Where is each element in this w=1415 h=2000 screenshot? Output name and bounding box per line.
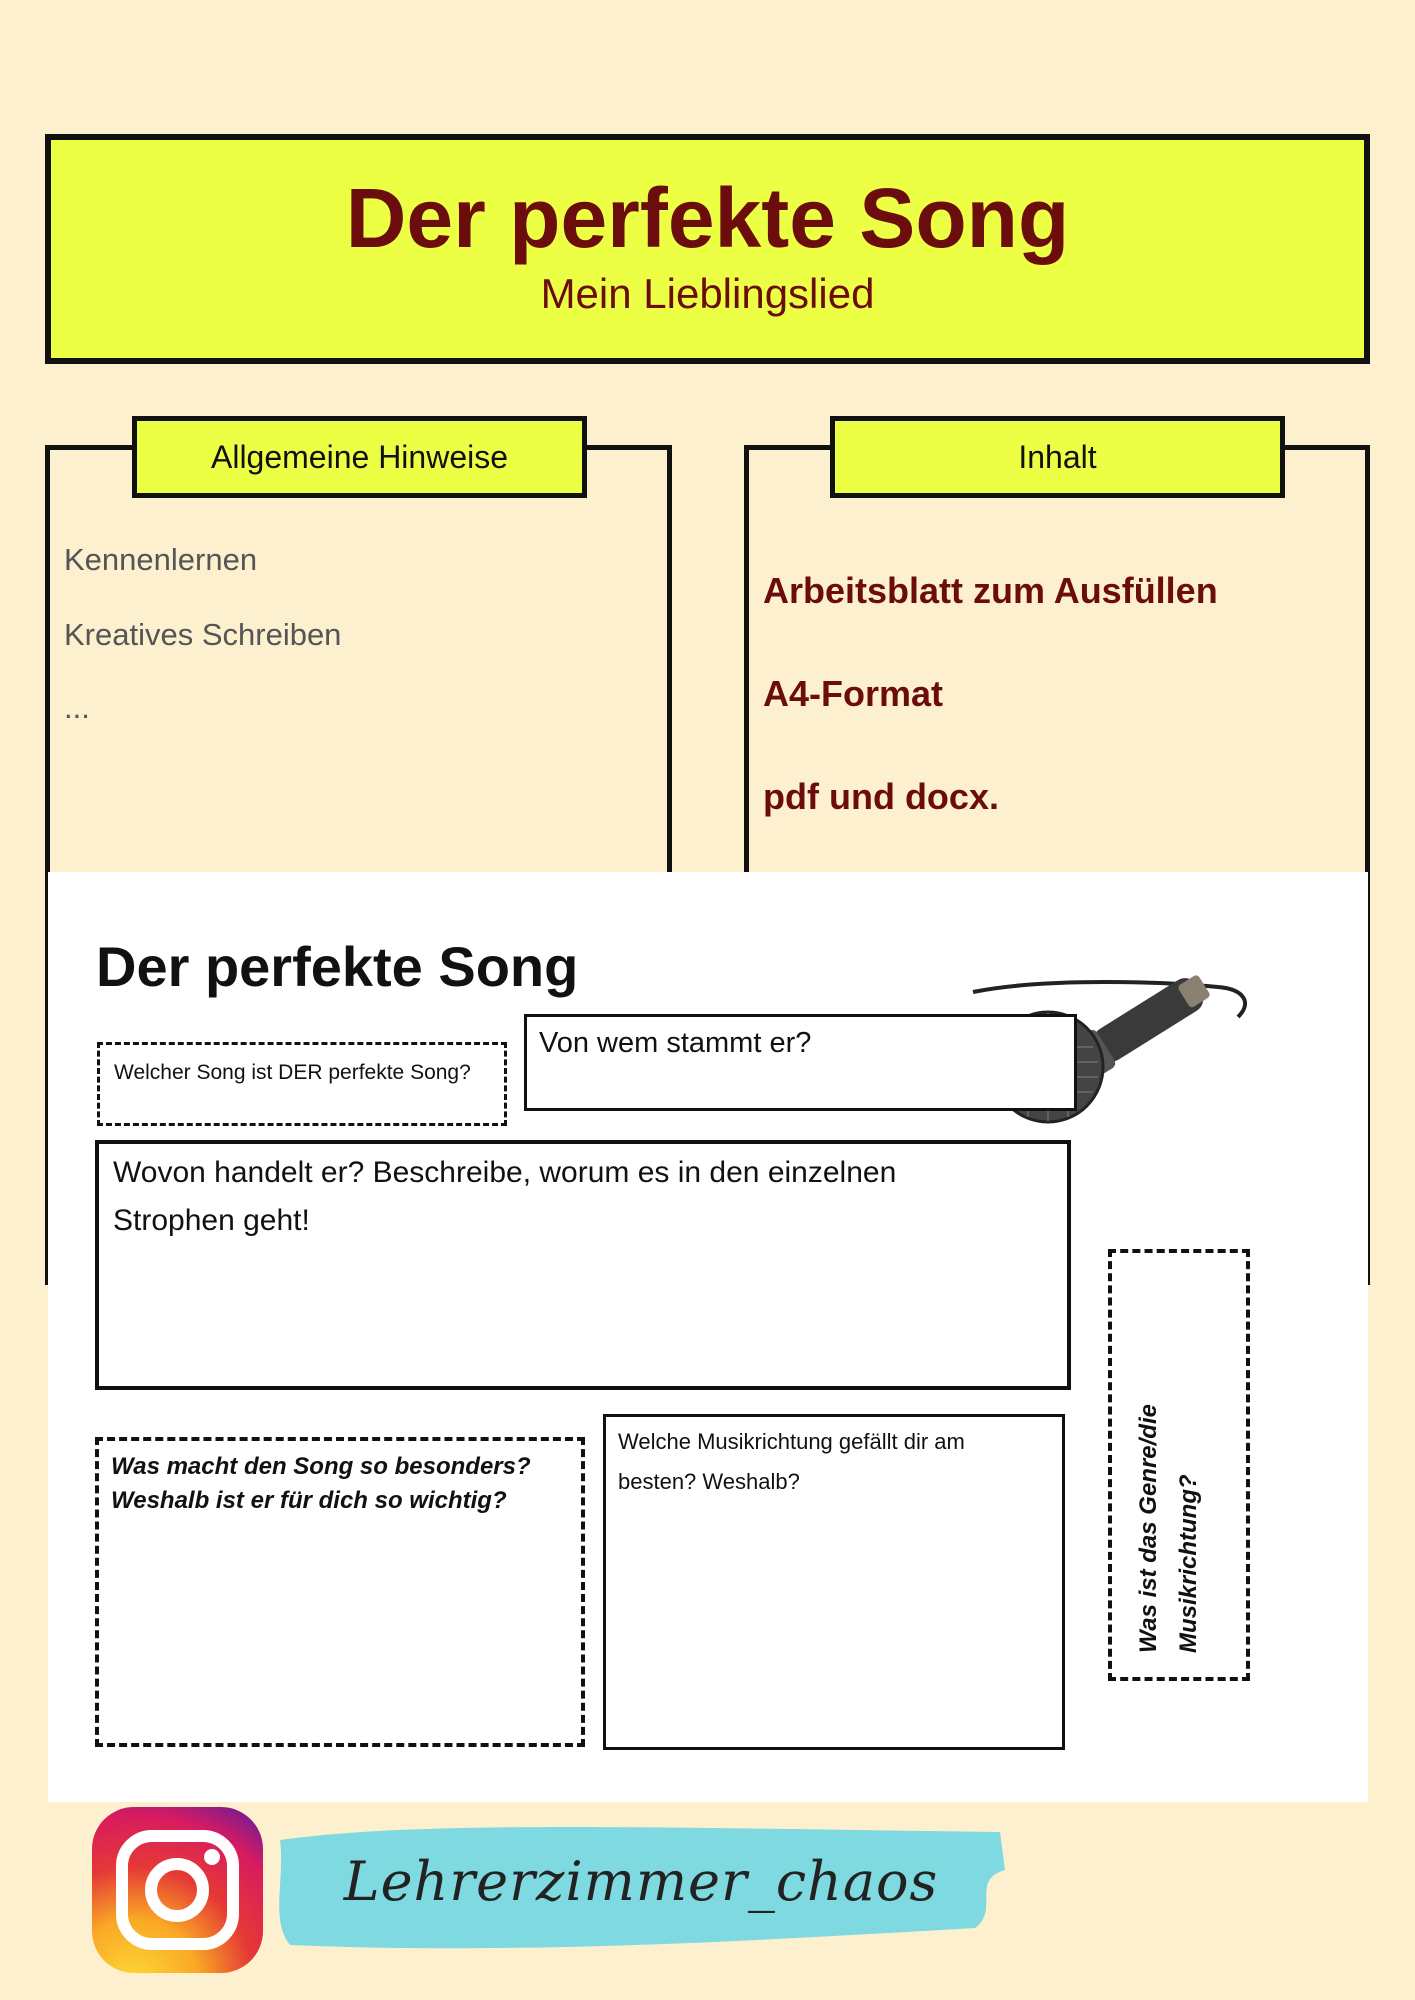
genre-question-text [1112, 1253, 1246, 1677]
hint-item: Kennenlernen [64, 542, 258, 577]
artist-question-box [524, 1014, 1077, 1111]
artist-question: Von wem stammt er? [539, 1027, 812, 1059]
svg-text:Musikrichtung?: Musikrichtung? [1175, 1474, 1202, 1653]
svg-text:Was ist das Genre/die: Was ist das Genre/die [1135, 1404, 1162, 1653]
title-banner [45, 134, 1370, 364]
worksheet-preview [48, 872, 1368, 1802]
special-question-line1: Was macht den Song so besonders? [111, 1453, 531, 1480]
lyrics-question-box [95, 1140, 1071, 1390]
lyrics-question-line1: Wovon handelt er? Beschreibe, worum es in den einzelnen [113, 1156, 897, 1189]
song-question-box [97, 1042, 507, 1126]
genre-preference-line2: besten? Weshalb? [618, 1469, 800, 1494]
genre-question-box [1108, 1249, 1250, 1681]
special-question-line2: Weshalb ist er für dich so wichtig? [111, 1487, 507, 1514]
lyrics-question-line2: Strophen geht! [113, 1204, 310, 1237]
content-item: pdf und docx. [763, 776, 999, 817]
instagram-icon [90, 1805, 265, 1975]
page-subtitle: Mein Lieblingslied [540, 270, 875, 317]
content-item: A4-Format [763, 673, 944, 714]
instagram-handle[interactable]: Lehrerzimmer_chaos [343, 1850, 939, 1913]
hint-item: Kreatives Schreiben [64, 617, 342, 652]
special-question-box [95, 1437, 585, 1747]
page-title: Der perfekte Song [345, 171, 1070, 265]
worksheet-title: Der perfekte Song [96, 935, 579, 998]
genre-preference-line1: Welche Musikrichtung gefällt dir am [618, 1429, 965, 1454]
hints-panel-heading: Allgemeine Hinweise [132, 416, 587, 498]
song-question: Welcher Song ist DER perfekte Song? [114, 1061, 471, 1084]
content-panel-heading: Inhalt [830, 416, 1285, 498]
hint-item: ... [64, 690, 90, 725]
genre-preference-box [603, 1414, 1065, 1750]
content-item: Arbeitsblatt zum Ausfüllen [763, 570, 1218, 611]
